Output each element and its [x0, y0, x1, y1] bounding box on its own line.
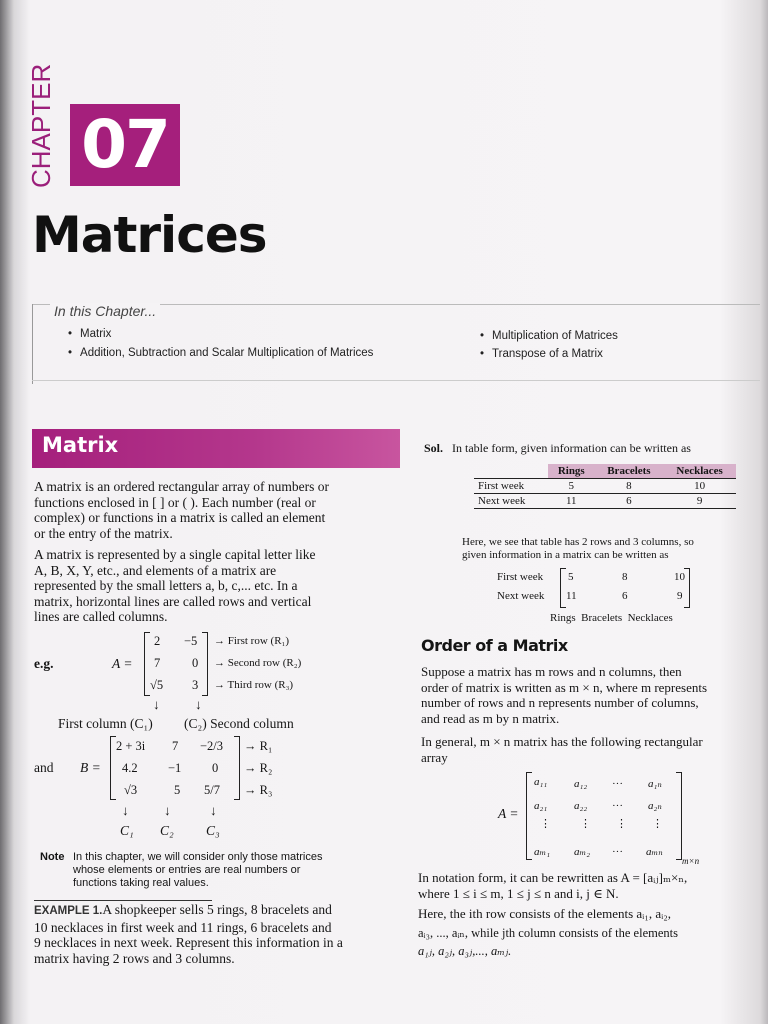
- table-cell: 9: [696, 495, 703, 507]
- matrix-cell: a₂₁: [534, 800, 548, 812]
- matrix-row-label: Next week: [497, 590, 545, 602]
- text-line: In general, m × n matrix has the following rectangular: [421, 734, 703, 749]
- table-header: Necklaces: [663, 464, 736, 479]
- text-line: functions taking real values.: [73, 877, 209, 889]
- matrix-cell: ···: [612, 846, 623, 858]
- text-line: Suppose a matrix has m rows and n columns, then: [421, 664, 682, 679]
- text-line: A, B, X, Y, etc., and elements of a matrix are: [34, 562, 277, 578]
- matrix-cell: a₁₁: [534, 776, 548, 788]
- text-line: In table form, given information can be written as: [452, 441, 691, 455]
- text-line: aᵢ₃, ..., aᵢₙ, while jth column consists of the elements: [418, 926, 678, 940]
- matrix-a-cell: 2: [154, 634, 161, 648]
- table-header-row: [474, 464, 736, 479]
- matrix-cell: ···: [612, 800, 623, 812]
- matrix-b-cell: 0: [212, 761, 219, 775]
- matrix-b-cell: −1: [168, 761, 182, 775]
- row-label: → R₂: [244, 761, 273, 775]
- matrix-b-cell: −2/3: [200, 739, 224, 753]
- text-line: 10 necklaces in first week and 11 rings, 6 bracelets and: [34, 919, 332, 935]
- text-line: A matrix is an ordered rectangular array of numbers or: [34, 479, 330, 494]
- column-label: (C₂) Second column: [184, 716, 294, 731]
- text-line: a₁ⱼ, a₂ⱼ, a₃ⱼ,..., aₘⱼ.: [418, 944, 512, 958]
- column-label: C₃: [206, 823, 220, 838]
- text-line: matrix, horizontal lines are called rows and vertical: [34, 593, 312, 609]
- text-line: lines are called columns.: [34, 609, 168, 624]
- text-line: A shopkeeper sells 5 rings, 8 bracelets and: [102, 902, 332, 917]
- solution-intro: [424, 441, 691, 457]
- topic-item: • Matrix: [68, 328, 111, 340]
- text-line: A matrix is represented by a single capital letter like: [34, 547, 316, 562]
- and-label: and: [34, 760, 54, 775]
- matrix-cell: aₘₙ: [646, 846, 663, 858]
- table-row: [474, 479, 736, 494]
- chapter-word-vertical: CHAPTER: [26, 63, 56, 188]
- matrix-column-labels: Rings Bracelets Necklaces: [550, 612, 673, 624]
- bracket-left: [526, 772, 532, 860]
- matrix-cell: a₂ₙ: [648, 800, 662, 812]
- column-arrow: ↓: [195, 697, 202, 712]
- matrix-b-cell: 5/7: [204, 783, 220, 797]
- notation-paragraph: [418, 870, 687, 960]
- text-line: given information in a matrix can be written as: [462, 549, 669, 561]
- table-cell: 6: [626, 495, 632, 507]
- text-line: or the entry of the matrix.: [34, 525, 173, 541]
- matrix-b-name: B =: [80, 760, 101, 775]
- text-line: complex) or functions in a matrix is called an element: [34, 510, 326, 525]
- general-paragraph: [421, 734, 703, 765]
- matrix-a-name: A =: [112, 656, 133, 671]
- table-cell: Next week: [478, 495, 526, 507]
- box-bottom-rule: [32, 380, 760, 382]
- matrix-a-cell: 0: [192, 656, 199, 670]
- example-label: EXAMPLE 1.: [34, 905, 103, 917]
- matrix-cell: ⋮: [652, 818, 663, 830]
- matrix-cell: ···: [612, 778, 623, 790]
- matrix-b-cell: 5: [174, 783, 181, 797]
- table-cell: 11: [565, 495, 577, 507]
- text-line: matrix having 2 rows and 3 columns.: [34, 950, 235, 966]
- matrix-cell: 5: [568, 571, 574, 583]
- section-heading-matrix: Matrix: [42, 433, 119, 457]
- text-line: In notation form, it can be rewritten as A = [aᵢⱼ]ₘ×ₙ,: [418, 870, 688, 885]
- bracket-right: [676, 772, 682, 860]
- matrix-a-cell: 3: [192, 678, 199, 692]
- matrix-cell: 11: [566, 590, 577, 602]
- matrix-definition-paragraph: [34, 479, 329, 541]
- note-label: Note: [40, 851, 65, 863]
- matrix-cell: 9: [677, 590, 683, 602]
- column-label: C₂: [160, 823, 174, 838]
- topic-item: • Multiplication of Matrices: [480, 330, 618, 342]
- table-cell: First week: [478, 480, 525, 492]
- solution-paragraph: [462, 536, 694, 562]
- matrix-b-cell: √3: [124, 783, 138, 797]
- matrix-b-cell: 7: [172, 739, 179, 753]
- text-line: 9 necklaces in next week. Represent this information in a: [34, 935, 343, 950]
- column-arrow: ↓: [153, 697, 160, 712]
- text-line: functions enclosed in [ ] or ( ). Each number (real or: [34, 494, 316, 510]
- matrix-b-cell: 4.2: [122, 761, 138, 775]
- text-line: array: [421, 749, 448, 765]
- section-heading-band: [32, 429, 400, 468]
- row-label: → First row (R₁): [214, 635, 290, 647]
- matrix-row-label: First week: [497, 571, 544, 583]
- row-label: → R₃: [244, 783, 273, 797]
- table-cell: 5: [568, 480, 575, 492]
- matrix-a-cell: −5: [184, 634, 198, 648]
- text-line: Here, the ith row consists of the elements aᵢ₁, aᵢ₂,: [418, 906, 672, 921]
- text-line: Here, we see that table has 2 rows and 3 columns, so: [462, 536, 694, 548]
- matrix-cell: 8: [622, 571, 628, 583]
- matrix-order-subscript: m×n: [682, 856, 700, 866]
- general-matrix-name: A =: [498, 806, 519, 821]
- matrix-cell: 10: [674, 571, 685, 583]
- text-line: represented by the small letters a, b, c,... etc. In a: [34, 578, 298, 593]
- row-label: → Second row (R₂): [214, 657, 302, 669]
- matrix-cell: 6: [622, 590, 628, 602]
- matrix-a-cell: √5: [150, 678, 164, 692]
- section-heading-order: Order of a Matrix: [421, 636, 568, 655]
- matrix-b-cell: 2 + 3i: [116, 739, 146, 753]
- matrix-cell: ⋮: [540, 818, 551, 830]
- row-label: → R₁: [244, 739, 273, 753]
- example-rule: [34, 900, 212, 901]
- table-cell: 10: [694, 480, 706, 492]
- table-cell: 8: [626, 480, 632, 492]
- table-header: Bracelets: [595, 464, 664, 479]
- text-line: and read as m by n matrix.: [421, 710, 560, 726]
- sol-label: Sol.: [424, 441, 444, 455]
- matrix-cell: ⋮: [580, 818, 591, 830]
- matrix-cell: a₂₂: [574, 800, 588, 812]
- bracket-right: [202, 632, 208, 696]
- row-label: → Third row (R₃): [214, 679, 294, 691]
- topic-item: • Addition, Subtraction and Scalar Multiplication of Matrices: [68, 347, 373, 359]
- table-row: [474, 494, 736, 509]
- matrix-a-cell: 7: [154, 656, 161, 670]
- chapter-number: 07: [70, 104, 180, 186]
- bracket-right: [234, 736, 240, 800]
- column-label: First column (C₁): [58, 716, 153, 731]
- note-text: [73, 851, 322, 890]
- column-label: C₁: [120, 823, 134, 838]
- matrix-cell: a₁₂: [574, 778, 588, 790]
- chapter-title: Matrices: [32, 206, 267, 264]
- text-line: number of rows and n represents number of columns,: [421, 695, 699, 710]
- topic-item: • Transpose of a Matrix: [480, 348, 603, 360]
- matrix-cell: aₘ₂: [574, 846, 591, 858]
- matrix-cell: ⋮: [616, 818, 627, 830]
- solution-table: [474, 464, 736, 509]
- column-arrow: ↓: [122, 803, 129, 818]
- matrix-representation-paragraph: [34, 547, 316, 625]
- text-line: In this chapter, we will consider only those matrices: [73, 851, 323, 863]
- table-header: [474, 464, 548, 479]
- column-arrow: ↓: [210, 803, 217, 818]
- text-line: order of matrix is written as m × n, where m represents: [421, 679, 708, 695]
- table-header: Rings: [548, 464, 595, 479]
- in-this-chapter-title: In this Chapter...: [50, 303, 160, 319]
- eg-label: e.g.: [34, 656, 54, 671]
- text-line: where 1 ≤ i ≤ m, 1 ≤ j ≤ n and i, j ∈ N.: [418, 886, 619, 901]
- example-1: [34, 902, 343, 966]
- column-arrow: ↓: [164, 803, 171, 818]
- matrix-cell: aₘ₁: [534, 846, 551, 858]
- text-line: whose elements or entries are real numbers or: [73, 864, 301, 876]
- order-paragraph: [421, 664, 707, 726]
- matrix-cell: a₁ₙ: [648, 778, 662, 790]
